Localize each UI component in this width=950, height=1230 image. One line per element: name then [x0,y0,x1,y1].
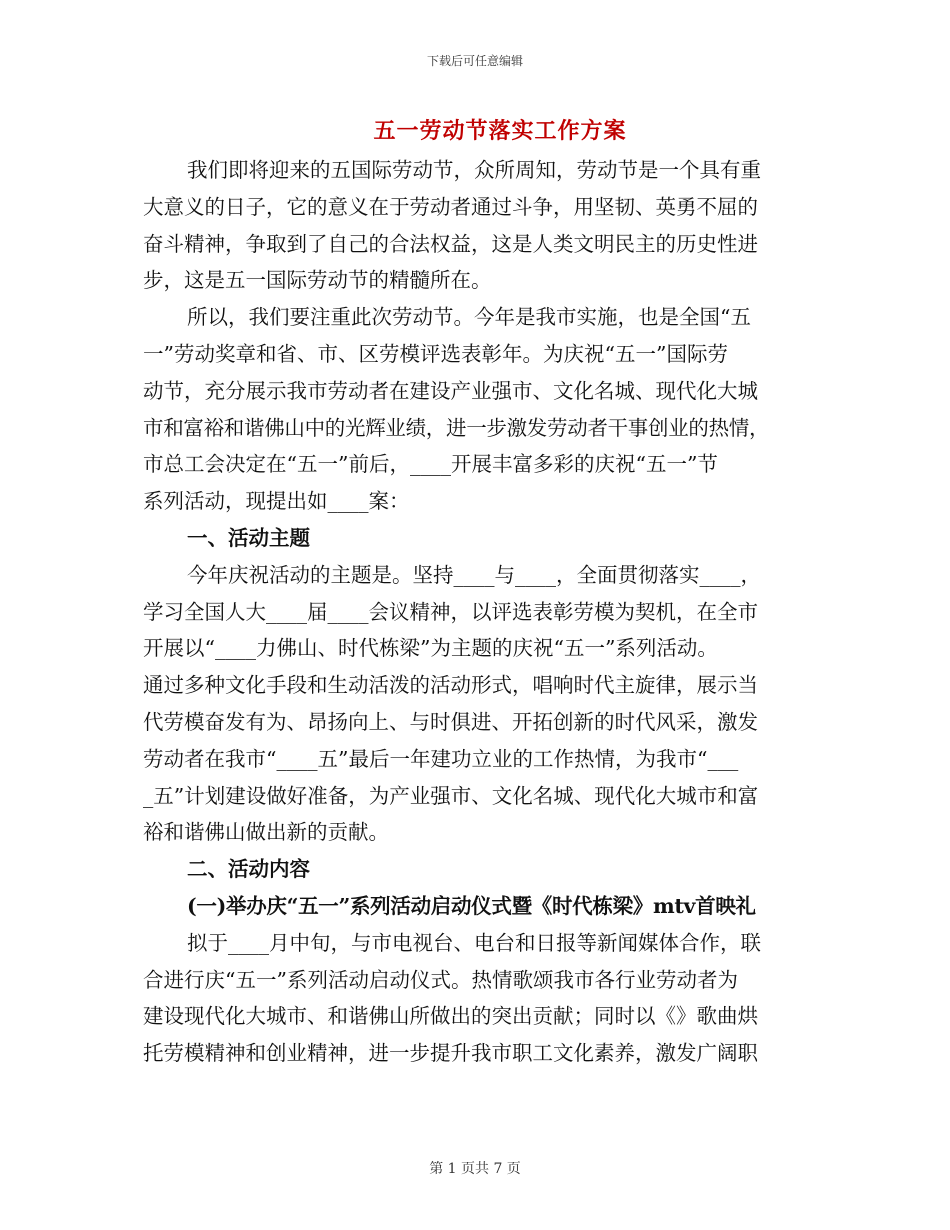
paragraph-line: 今年庆祝活动的主题是。坚持____与____，全面贯彻落实____， [187,562,761,587]
paragraph-line: 合进行庆“五一”系列活动启动仪式。热情歌颂我市各行业劳动者为 [143,967,738,992]
paragraph-line: 劳动者在我市“____五”最后一年建功立业的工作热情，为我市“___ [143,746,739,771]
paragraph-line: _五”计划建设做好准备，为产业强市、文化名城、现代化大城市和富 [143,783,759,808]
subsection-heading: (一)举办庆“五一”系列活动启动仪式暨《时代栋梁》mtv首映礼 [187,893,756,918]
paragraph-line: 奋斗精神，争取到了自己的合法权益，这是人类文明民主的历史性进 [143,231,758,256]
paragraph-line: 我们即将迎来的五国际劳动节，众所周知，劳动节是一个具有重 [187,158,761,182]
paragraph-line: 托劳模精神和创业精神，进一步提升我市职工文化素养，激发广阔职 [143,1041,758,1066]
paragraph-line: 市和富裕和谐佛山中的光辉业绩，进一步激发劳动者干事创业的热情， [143,415,770,440]
paragraph-line: 代劳模奋发有为、昂扬向上、与时俱进、开拓创新的时代风采，激发 [143,709,758,734]
paragraph-line: 建设现代化大城市、和谐佛山所做出的突出贡献；同时以《》歌曲烘 [143,1004,758,1029]
paragraph-line: 一”劳动奖章和省、市、区劳模评选表彰年。为庆祝“五一”国际劳 [143,341,728,366]
section-heading: 二、活动内容 [187,857,310,882]
paragraph-line: 系列活动，现提出如____案： [143,489,410,514]
paragraph-line: 大意义的日子，它的意义在于劳动者通过斗争，用坚韧、英勇不屈的 [143,194,758,219]
footer-page-number: 第 1 页共 7 页 [429,1161,521,1177]
header-note: 下载后可任意编辑 [426,54,523,68]
paragraph-line: 通过多种文化手段和生动活泼的活动形式，唱响时代主旋律，展示当 [143,673,758,698]
document-body [143,152,813,1072]
paragraph-line: 步，这是五一国际劳动节的精髓所在。 [143,268,492,293]
paragraph-line: 裕和谐佛山做出新的贡献。 [143,820,389,845]
section-heading: 一、活动主题 [187,525,310,550]
paragraph-line: 开展以“____力佛山、时代栋梁”为主题的庆祝“五一”系列活动。 [143,636,718,661]
paragraph-line: 所以，我们要注重此次劳动节。今年是我市实施，也是全国“五 [187,305,751,330]
paragraph-line: 拟于____月中旬，与市电视台、电台和日报等新闻媒体合作，联 [187,930,761,955]
paragraph-line: 市总工会决定在“五一”前后，____开展丰富多彩的庆祝“五一”节 [143,452,718,477]
paragraph-line: 动节，充分展示我市劳动者在建设产业强市、文化名城、现代化大城 [143,378,758,403]
document-title: 五一劳动节落实工作方案 [373,118,627,144]
paragraph-line: 学习全国人大____届____会议精神，以评选表彰劳模为契机，在全市 [143,599,758,624]
